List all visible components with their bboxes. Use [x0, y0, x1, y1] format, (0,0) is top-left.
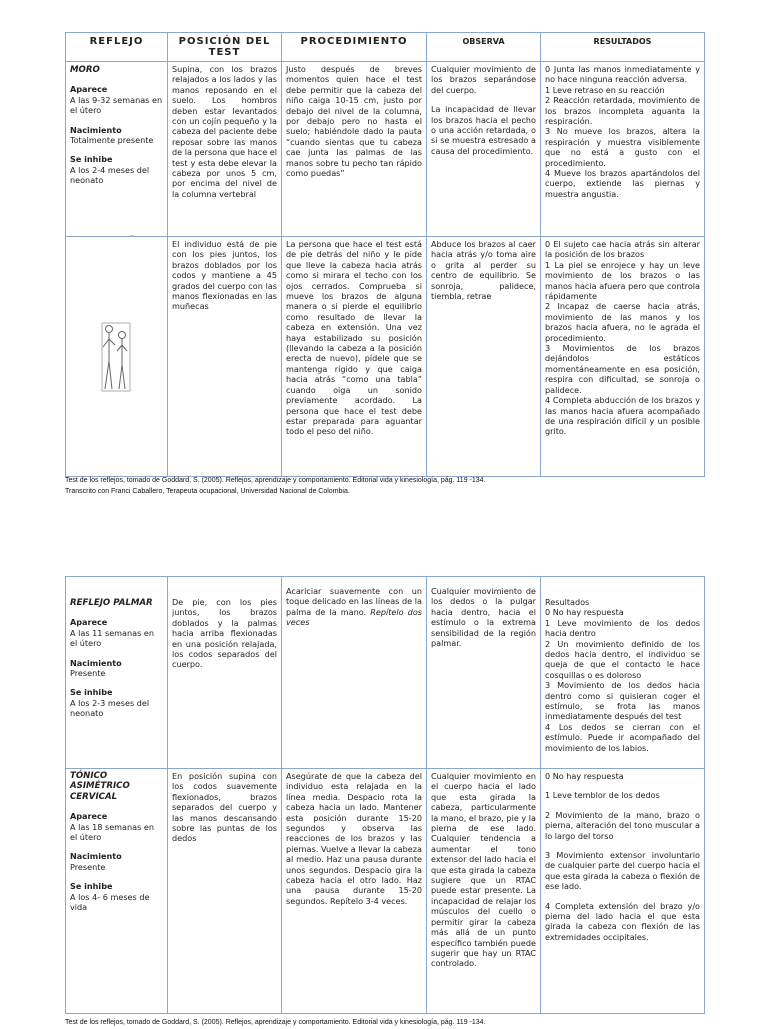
resultado-item: 4 Los dedos se cierran con el estímulo. Puede ir acompañado del movimiento de los labios. [545, 721, 700, 753]
observa-palmar: Cualquier movimiento de los dedos o la pulgar hacia dentro, hacia el estímulo o la extrema sensibilidad de la región palmar. [427, 577, 541, 769]
resultado-item: 3 Movimientos de los brazos dejándolos estáticos momentáneamente en esa posición, respira con dificultad, se sonroja o palidece. [545, 343, 700, 395]
resultado-item: 2 Un movimiento definido de los dedos hacia dentro, el individuo se queja de que el contacto le hace cosquillas o es doloroso [545, 638, 700, 680]
resultado-item: 2 Incapaz de caerse hacia atrás, movimiento de las manos y los brazos hacia afuera, no le agrada el procedimiento. [545, 301, 700, 343]
observa-tonico: Cualquier movimiento en el cuerpo hacia el lado que esta girada la cabeza, particularmente la mano, el brazo, pie y la pierna de ese lado. Cualquier tendencia a aumentar el tono extensor del lado hacia el que esta girada la cabeza sugiere que un RTAC puede estar presente. La incapacidad de relajar los músculos del cuello o permitir girar la cabeza más allá de un punto específico también puede sugerir que hay un RTAC controlado. [427, 769, 541, 1014]
resultado-item: 2 Movimiento de la mano, brazo o pierna, alteración del tono muscular a lo largo del torso [545, 809, 700, 841]
procedimiento-palmar [282, 577, 427, 769]
inhibe-value: A los 4- 6 meses de vida [70, 891, 150, 913]
resultados-equilibrio [541, 237, 705, 477]
aparece-value: A las 9-32 semanas en el útero [70, 94, 163, 116]
nacimiento-value: Totalmente presente [70, 135, 154, 146]
observa-moro-2: La incapacidad de llevar los brazos hacia el pecho o una acción retardada, o si se muestra estresado a causa del procedimiento. [431, 104, 536, 156]
resultado-item: 0 No hay respuesta [545, 607, 624, 618]
inhibe-value: A los 2-3 meses del neonato [70, 697, 150, 719]
reflex-cell-tonico [66, 769, 168, 1014]
aparece-value: A las 18 semanas en el útero [70, 821, 155, 843]
aparece-label: Aparece [70, 84, 108, 95]
reflex-cell-equilibrio [66, 237, 168, 477]
posicion-moro: Supina, con los brazos relajados a los lados y las manos reposando en el suelo. Los hombros deben estar levantados con un cojín pequeño y la cabeza del paciente debe reposar sobre las manos de la persona que hace el test y esta debe elevar la cabeza por unos 5 cm, por encima del nivel de la columna vertebral [168, 62, 282, 237]
source-note [65, 476, 745, 497]
procedimiento-equilibrio: La persona que hace el test está de pie detrás del niño y le pide que lleve la cabeza hacia atrás como si mirara el techo con los ojos cerrados. Comprueba si mueve los brazos de alguna manera o si pierde el equilibrio como resultado de llevar la cabeza en extensión. Una vez haya estabilizado su posición (llevando la cabeza a la posición erecta de nuevo), pídele que se mantenga rígido y que caiga hacia atrás “como una tabla” cuando oiga un sonido previamente acordado. La persona que hace el test debe estar preparada para aguantar todo el peso del niño. [282, 237, 427, 477]
resultado-item: 3 No mueve los brazos, altera la respiración y muestra visiblemente que no está a gusto con el procedimiento. [545, 126, 700, 168]
resultado-item: 0 El sujeto cae hacia atrás sin alterar la posición de los brazos [545, 239, 700, 260]
aparece-label: Aparece [70, 811, 108, 822]
reflex-cell-moro [66, 62, 168, 237]
posicion-equilibrio: El individuo está de pie con los pies juntos, los brazos doblados por los codos y mantiene a 45 grados del cuerpo con las manos flexionadas en las muñecas [168, 237, 282, 477]
resultados-tonico [541, 769, 705, 1014]
observa-moro-1: Cualquier movimiento de los brazos separándose del cuerpo. [431, 64, 536, 95]
nacimiento-label: Nacimiento [70, 851, 122, 862]
resultado-item: 0 No hay respuesta [545, 771, 624, 781]
nacimiento-value: Presente [70, 668, 106, 679]
reflex-name: MORO [70, 65, 100, 75]
inhibe-label: Se inhibe [70, 881, 113, 892]
nacimiento-label: Nacimiento [70, 657, 122, 668]
header-observa: OBSERVA [427, 33, 541, 62]
resultado-item: 1 Leve temblor de los dedos [545, 790, 660, 801]
resultado-item: 1 Leve movimiento de los dedos hacia dentro [545, 617, 700, 639]
reflex-cell-palmar [66, 577, 168, 769]
posicion-palmar: De pie, con los pies juntos, los brazos doblados y la palmas hacia arriba flexionadas en una posición relajada, los codos separados del cuerpo. [168, 577, 282, 769]
observa-equilibrio: Abduce los brazos al caer hacia atrás y/o toma aire o grita al perder su centro de equilibrio. Se sonroja, palidece, tiembla, retrae [427, 237, 541, 477]
resultados-palmar [541, 577, 705, 769]
header-reflejo: REFLEJO [66, 33, 168, 62]
procedimiento-tonico: Asegúrate de que la cabeza del individuo esta relajada en la línea media. Despacio rota la cabeza hacia un lado. Mantener esta posición durante 15-20 segundos y observa las reacciones de los brazos y las piernas. Vuelve a llevar la cabeza al medio. Haz una pausa durante unos segundos. Despacio gira la cabeza hacia el otro lado. Haz una pausa durante 15-20 segundos. Repítelo 3-4 veces. [282, 769, 427, 1014]
reflex-table-2 [65, 576, 705, 1014]
reflex-table-1 [65, 32, 705, 477]
resultado-item: 1 Leve retraso en su reacción [545, 84, 665, 95]
resultado-item: 4 Mueve los brazos apartándolos del cuerpo, extiende las piernas y muestra angustia. [545, 168, 700, 199]
procedimiento-moro: Justo después de breves momentos quien hace el test debe permitir que la cabeza del niño caiga 10-15 cm, justo por debajo del nivel de la columna, por debajo pero no hasta el suelo; habiéndole dado la pauta “cuando sientas que tu cabeza cae junta las palmas de las manos sobre tu pecho tan rápido como puedas” [282, 62, 427, 237]
resultado-item: 1 La piel se enrojece y hay un leve movimiento de los brazos o las manos hacia afuera pero que controla rápidamente [545, 259, 700, 302]
procedimiento-palmar-repeat: Repítelo dos veces [286, 606, 422, 628]
aparece-label: Aparece [70, 617, 108, 628]
transcription-credit: Transcrito con Franci Caballero, Terapeuta ocupacional, Universidad Nacional de Colombia. [65, 487, 350, 495]
aparece-value: A las 11 semanas en el útero [70, 627, 155, 649]
standing-figure-illustration [98, 321, 138, 395]
resultado-item: 3 Movimiento extensor involuntario de cualquier parte del cuerpo hacia el que esta girada la cabeza o flexión de ese lado. [545, 850, 700, 892]
table-row-equilibrio [66, 237, 705, 477]
header-resultados: RESULTADOS [541, 33, 705, 62]
header-procedimiento: PROCEDIMIENTO [282, 33, 427, 62]
header-posicion: POSICIÓN DEL TEST [168, 33, 282, 62]
observa-moro [427, 62, 541, 237]
resultado-item: 3 Movimiento de los dedos hacia dentro como si quisieran coger el estímulo, se frota las manos inmediatamente después del test [545, 680, 700, 722]
resultado-item: Resultados [545, 597, 590, 607]
source-citation: Test de los reflejos, tomado de Goddard, S. (2005). Reflejos, aprendizaje y comportamiento. Editorial vida y kinesiología, pág. 119 -134. [65, 477, 486, 484]
table-row-palmar [66, 577, 705, 769]
resultado-item: 0 Junta las manos inmediatamente y no hace ninguna reacción adversa. [545, 64, 700, 85]
table-row-tonico [66, 769, 705, 1014]
inhibe-label: Se inhibe [70, 154, 113, 165]
procedimiento-palmar-text: Acariciar suavemente con un toque delicado en las líneas de la palma de la mano. [286, 586, 422, 617]
table-row-moro [66, 62, 705, 237]
nacimiento-value: Presente [70, 861, 106, 872]
resultados-moro [541, 62, 705, 237]
reflex-name: TÓNICO ASIMÉTRICO CERVICAL [70, 771, 130, 802]
source-citation: Test de los reflejos, tomado de Goddard, S. (2005). Reflejos, aprendizaje y comportamiento. Editorial vida y kinesiología, pág. 119 -134. [65, 1019, 486, 1026]
nacimiento-label: Nacimiento [70, 124, 122, 135]
posicion-tonico: En posición supina con los codos suavemente flexionados, brazos separados del cuerpo y las manos descansando sobre las puntas de los dedos [168, 769, 282, 1014]
resultado-item: 4 Completa extensión del brazo y/o pierna del lado hacia el que esta girada la cabeza con flexión de las extremidades occipitales. [545, 900, 700, 942]
reflex-name: REFLEJO PALMAR [70, 598, 153, 608]
inhibe-value: A los 2-4 meses del neonato [70, 164, 150, 186]
resultado-item: 4 Completa abducción de los brazos y las manos hacia afuera acompañado de una respiración difícil y un posible grito. [545, 395, 700, 437]
inhibe-label: Se inhibe [70, 687, 113, 698]
resultado-item: 2 Reacción retardada, movimiento de los brazos incompleta aguanta la respiración. [545, 95, 700, 127]
source-note-2 [65, 1018, 745, 1029]
